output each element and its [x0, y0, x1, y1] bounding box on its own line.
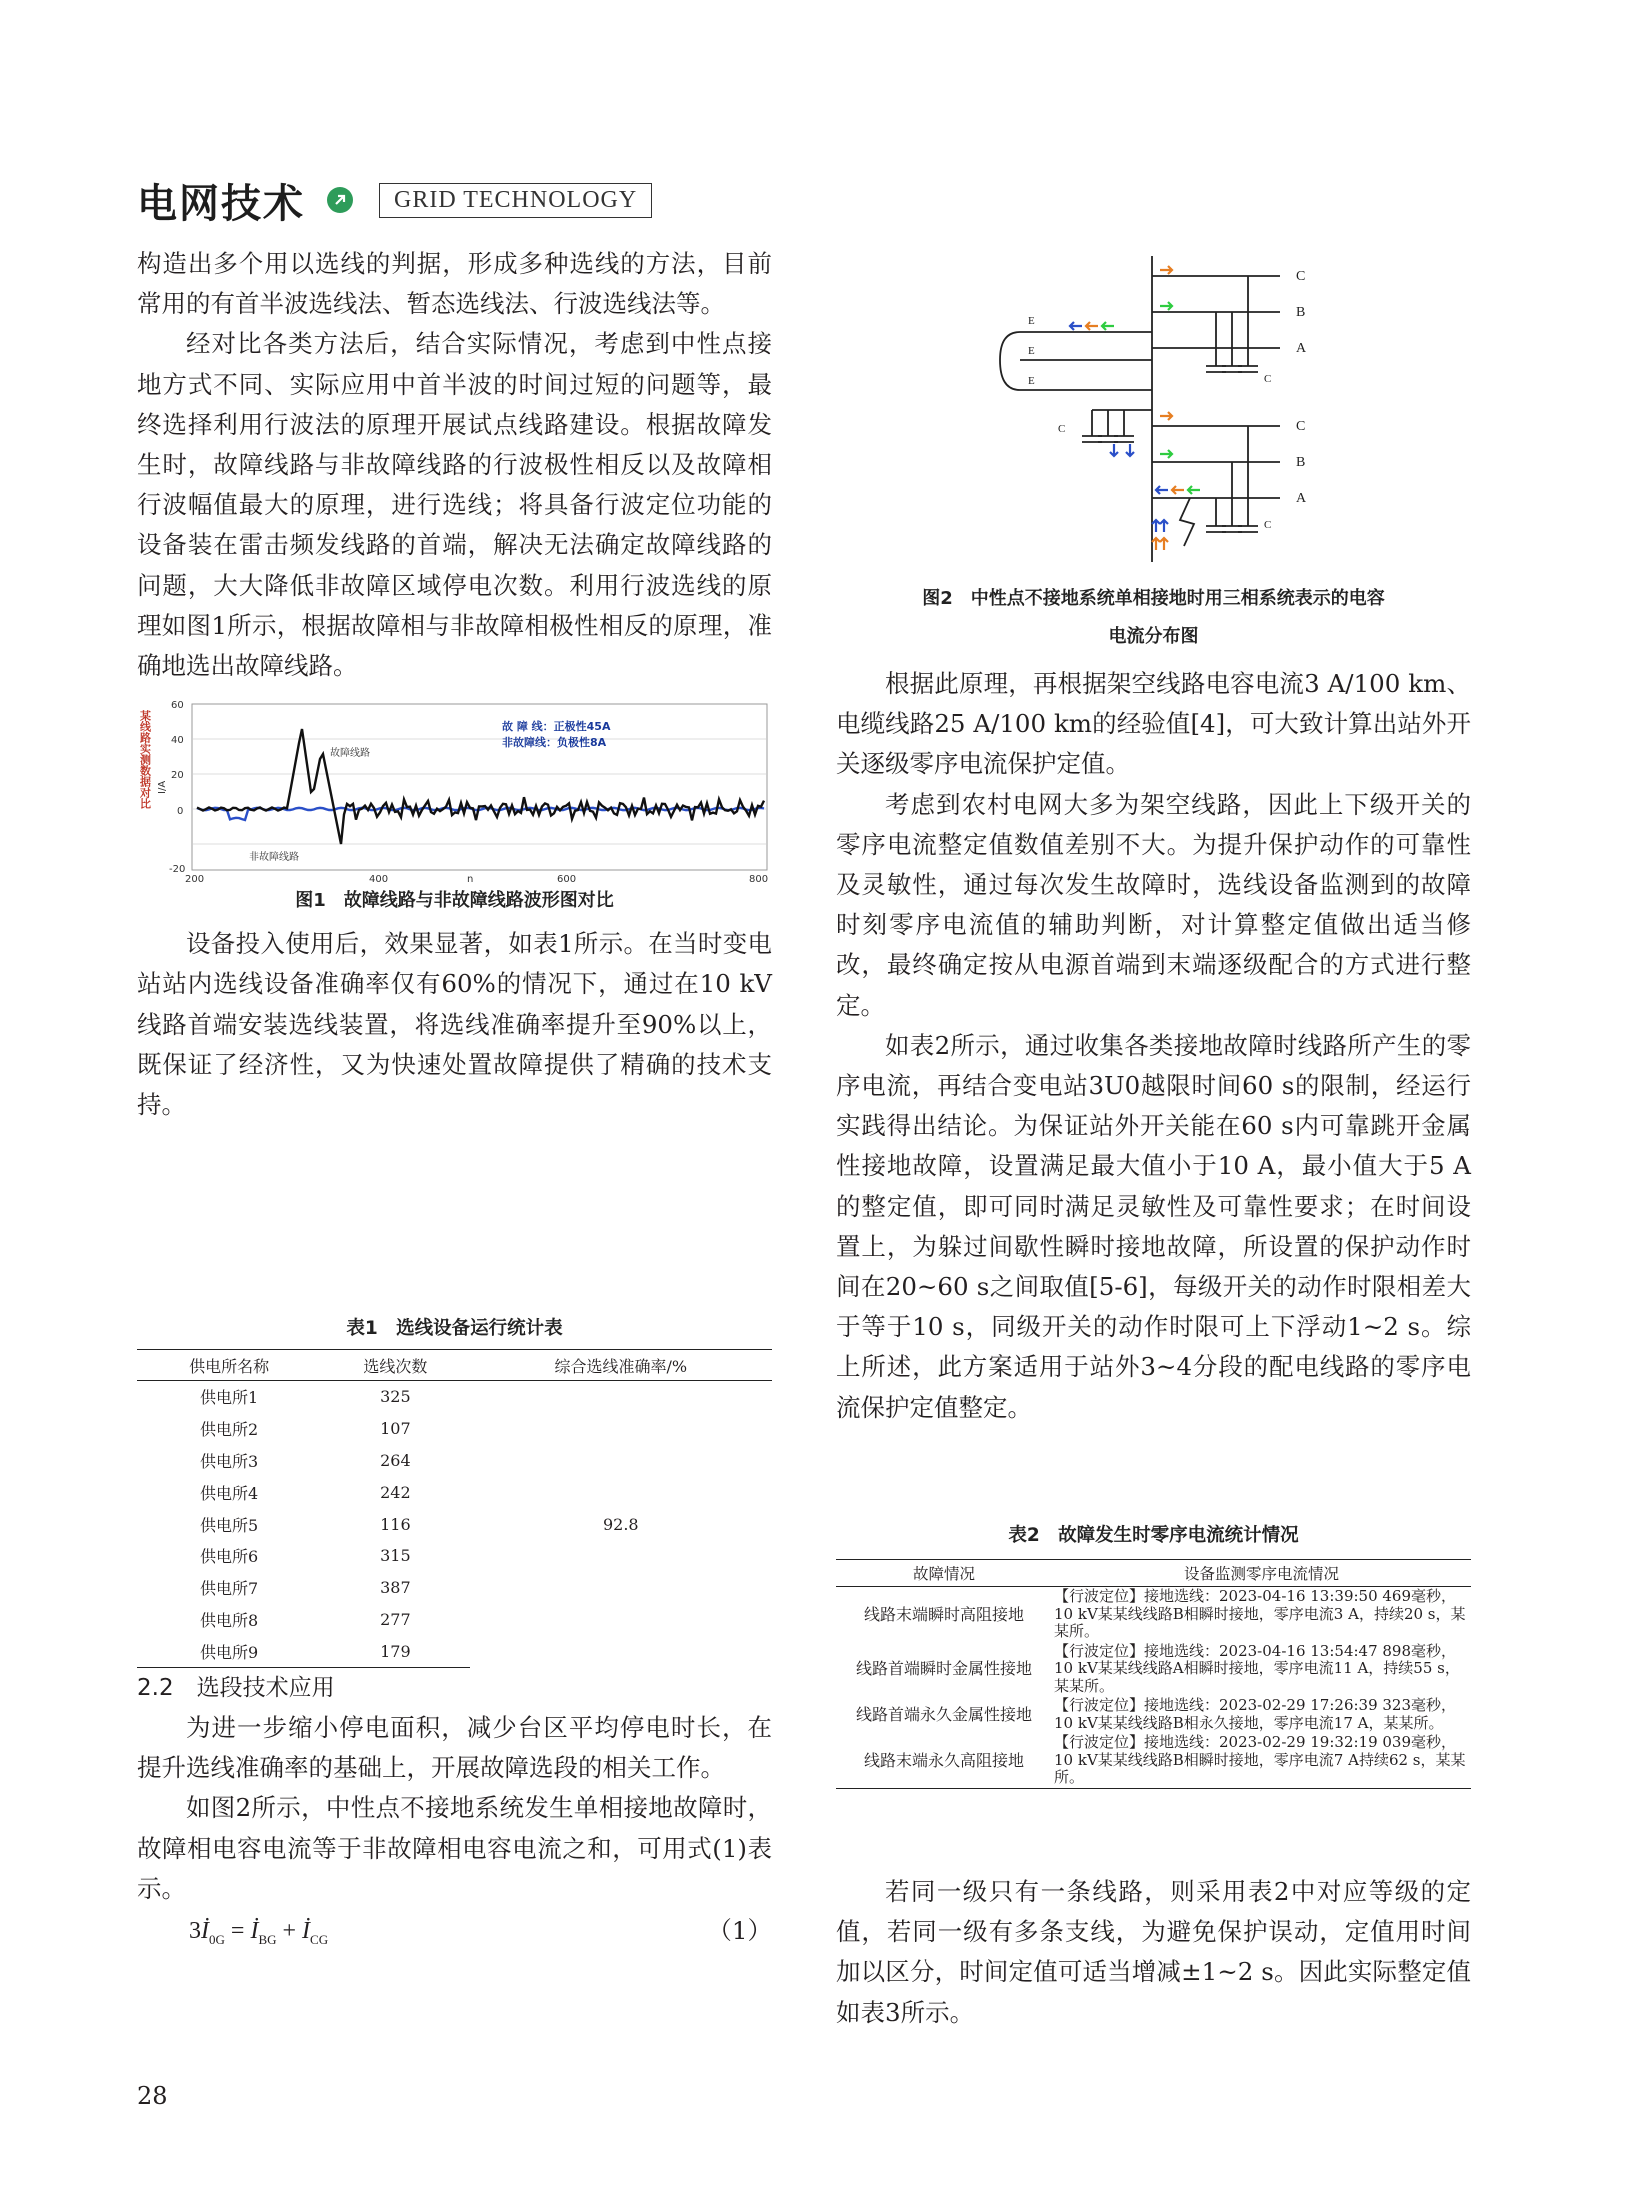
paragraph: 构造出多个用以选线的判据，形成多种选线的方法，目前常用的有首半波选线法、暂态选线法、行波选线法等。 — [137, 249, 772, 319]
table-row — [836, 1696, 1471, 1733]
table-2-caption: 表2 故障发生时零序电流统计情况 — [1008, 1525, 1299, 1546]
waveform-chart — [137, 696, 772, 882]
phase-label: A — [1296, 491, 1307, 506]
table-cell: 242 — [380, 1482, 411, 1502]
right-column-lower — [836, 1872, 1471, 2033]
capacitor-label: C — [1058, 423, 1066, 435]
x-tick: 800 — [749, 874, 769, 883]
figure-2-caption-line: 电流分布图 — [1108, 626, 1199, 647]
table-cell: 387 — [380, 1578, 411, 1598]
paragraph: 为进一步缩小停电面积，减少台区平均停电时长，在提升选线准确率的基础上，开展故障选段的相关工作。 — [137, 1713, 772, 1783]
table-cell: 供电所9 — [137, 1635, 321, 1667]
page-number: 28 — [137, 2082, 168, 2110]
journal-header — [137, 176, 652, 227]
table-cell: 供电所1 — [200, 1388, 259, 1408]
fault-line-label: 故障线路 — [330, 748, 370, 760]
table-cell: 【行波定位】接地选线：2023-02-29 17:26:39 323毫秒，10 kV某某线线路B相永久接地，零序电流17 A，某某所。 — [1054, 1696, 1457, 1732]
table-cell: 315 — [380, 1546, 411, 1566]
phase-label: B — [1296, 455, 1306, 470]
table-cell: 线路首端瞬时金属性接地 — [855, 1659, 1032, 1678]
phase-label: B — [1296, 305, 1306, 320]
accuracy-cell: 92.8 — [602, 1514, 639, 1534]
y-unit: I/A — [157, 781, 168, 795]
table-header: 设备监测零序电流情况 — [1052, 1560, 1471, 1587]
table-cell: 116 — [380, 1514, 411, 1534]
table-cell: 179 — [321, 1635, 469, 1667]
table-1-caption: 表1 选线设备运行统计表 — [346, 1318, 563, 1339]
y-tick: 0 — [177, 806, 184, 818]
table-cell: 【行波定位】接地选线：2023-02-29 19:32:19 039毫秒，10 kV某某线线路B相瞬时接地，零序电流7 A持续62 s，某某所。 — [1052, 1733, 1471, 1788]
equation-number: （1） — [707, 1916, 772, 1946]
y-tick: 40 — [171, 735, 184, 747]
x-axis-label: n — [467, 874, 474, 883]
legend-nonfault: 非故障线：负极性8A — [502, 736, 607, 750]
equation-1 — [137, 1909, 772, 1955]
table-cell: 线路末端瞬时高阻接地 — [863, 1604, 1024, 1624]
section-heading: 2.2 选段技术应用 — [137, 1675, 335, 1701]
table-row — [836, 1733, 1471, 1788]
paragraph: 如图2所示，中性点不接地系统发生单相接地故障时，故障相电容电流等于非故障相电容电流之和，可用式(1)表示。 — [137, 1793, 772, 1903]
legend-fault: 故 障 线：正极性45A — [502, 720, 611, 734]
table-header: 选线次数 — [321, 1350, 469, 1381]
table-cell: 277 — [380, 1609, 411, 1629]
y-tick: -20 — [169, 864, 186, 876]
table-cell: 供电所8 — [200, 1610, 259, 1630]
table-cell: 供电所6 — [200, 1547, 259, 1567]
figure-2 — [980, 250, 1340, 562]
table-header: 故障情况 — [836, 1560, 1052, 1587]
x-tick: 600 — [557, 874, 577, 883]
table-cell: 供电所2 — [200, 1420, 259, 1440]
table-cell: 供电所5 — [200, 1515, 259, 1535]
table-cell: 325 — [380, 1387, 411, 1407]
table-1 — [137, 1349, 772, 1668]
table-row — [836, 1587, 1471, 1642]
capacitor-label: C — [1264, 519, 1272, 531]
table-row — [137, 1381, 772, 1413]
phase-label: C — [1296, 419, 1306, 434]
paragraph: 若同一级只有一条线路，则采用表2中对应等级的定值，若同一级有多条支线，为避免保护误动，定值用时间加以区分，时间定值可适当增减±1~2 s。因此实际整定值如表3所示。 — [836, 1877, 1471, 2027]
phase-label: A — [1296, 341, 1307, 356]
capacitor-label: C — [1264, 373, 1272, 385]
figure-2-caption — [836, 580, 1471, 656]
table-cell: 264 — [380, 1450, 411, 1470]
figure-2-caption-line: 图2 中性点不接地系统单相接地时用三相系统表示的电容 — [922, 588, 1385, 609]
equation: $3İ_{0G}$ = $İ_{BG}$ + $İ_{CG}$ — [189, 1918, 329, 1947]
arrow-icon — [327, 187, 353, 213]
table-cell: 107 — [380, 1419, 411, 1439]
x-tick: 400 — [369, 874, 389, 883]
y-axis-label: 某线路实测数据对比 — [138, 710, 152, 810]
table-header: 供电所名称 — [137, 1350, 321, 1381]
paragraph: 考虑到农村电网大多为架空线路，因此上下级开关的零序电流整定值数值差别不大。为提升保护动作的可靠性及灵敏性，通过每次发生故障时，选线设备监测到的故障时刻零序电流值的辅助判断，对计算整定值做出适当修改，最终确定按从电源首端到末端逐级配合的方式进行整定。 — [836, 789, 1471, 1020]
table-cell: 供电所3 — [200, 1451, 259, 1471]
right-column — [836, 664, 1471, 1428]
source-label: E — [1028, 315, 1035, 327]
nonfault-line-label: 非故障线路 — [249, 852, 299, 864]
table-cell: 线路首端永久金属性接地 — [855, 1704, 1032, 1724]
capacitive-current-diagram — [980, 250, 1340, 562]
journal-title: 电网技术 — [137, 180, 305, 227]
table-row — [836, 1642, 1471, 1697]
y-tick: 60 — [171, 700, 184, 712]
figure-1-caption: 图1 故障线路与非故障线路波形图对比 — [295, 890, 614, 912]
left-column-lower — [137, 1668, 772, 1955]
x-tick: 200 — [185, 874, 205, 883]
paragraph: 设备投入使用后，效果显著，如表1所示。在当时变电站站内选线设备准确率仅有60%的情况下，通过在10 kV线路首端安装选线装置，将选线准确率提升至90%以上，既保证了经济性，又为快速处置故障提供了精确的技术支持。 — [137, 929, 772, 1120]
source-label: E — [1028, 375, 1035, 387]
figure-1 — [137, 696, 772, 882]
y-tick: 20 — [171, 770, 184, 782]
paragraph: 根据此原理，再根据架空线路电容电流3 A/100 km、电缆线路25 A/100 km的经验值[4]，可大致计算出站外开关逐级零序电流保护定值。 — [836, 669, 1471, 779]
phase-label: C — [1296, 269, 1306, 284]
table-cell: 供电所7 — [200, 1579, 259, 1599]
table-header: 综合选线准确率/% — [470, 1350, 772, 1381]
paragraph: 经对比各类方法后，结合实际情况，考虑到中性点接地方式不同、实际应用中首半波的时间过短的问题等，最终选择利用行波法的原理开展试点线路建设。根据故障发生时，故障线路与非故障线路的行波极性相反以及故障相行波幅值最大的原理，进行选线；将具备行波定位功能的设备装在雷击频发线路的首端，解决无法确定故障线路的问题，大大降低非故障区域停电次数。利用行波选线的原理如图1所示，根据故障相与非故障相极性相反的原理，准确地选出故障线路。 — [137, 329, 772, 681]
table-cell: 线路末端永久高阻接地 — [836, 1733, 1052, 1788]
table-cell: 【行波定位】接地选线：2023-04-16 13:39:50 469毫秒，10 kV某某线线路B相瞬时接地，零序电流3 A，持续20 s，某某所。 — [1054, 1587, 1466, 1640]
left-column — [137, 244, 772, 1125]
source-label: E — [1028, 345, 1035, 357]
paragraph: 如表2所示，通过收集各类接地故障时线路所产生的零序电流，再结合变电站3U0越限时间60 s的限制，经运行实践得出结论。为保证站外开关能在60 s内可靠跳开金属性接地故障，设置满足最大值小于10 A，最小值大于5 A的整定值，即可同时满足灵敏性及可靠性要求；在时间设置上，为躲过间歇性瞬时接地故障，所设置的保护动作时间在20~60 s之间取值[5-6]，每级开关的动作时限相差大于等于10 s，同级开关的动作时限可上下浮动1~2 s。综上所述，此方案适用于站外3~4分段的配电线路的零序电流保护定值整定。 — [836, 1030, 1471, 1422]
table-2 — [836, 1559, 1471, 1789]
table-cell: 供电所4 — [200, 1483, 259, 1503]
journal-subtitle: GRID TECHNOLOGY — [379, 183, 652, 218]
table-cell: 【行波定位】接地选线：2023-04-16 13:54:47 898毫秒，10 kV某某线线路A相瞬时接地，零序电流11 A，持续55 s，某某所。 — [1054, 1641, 1460, 1695]
